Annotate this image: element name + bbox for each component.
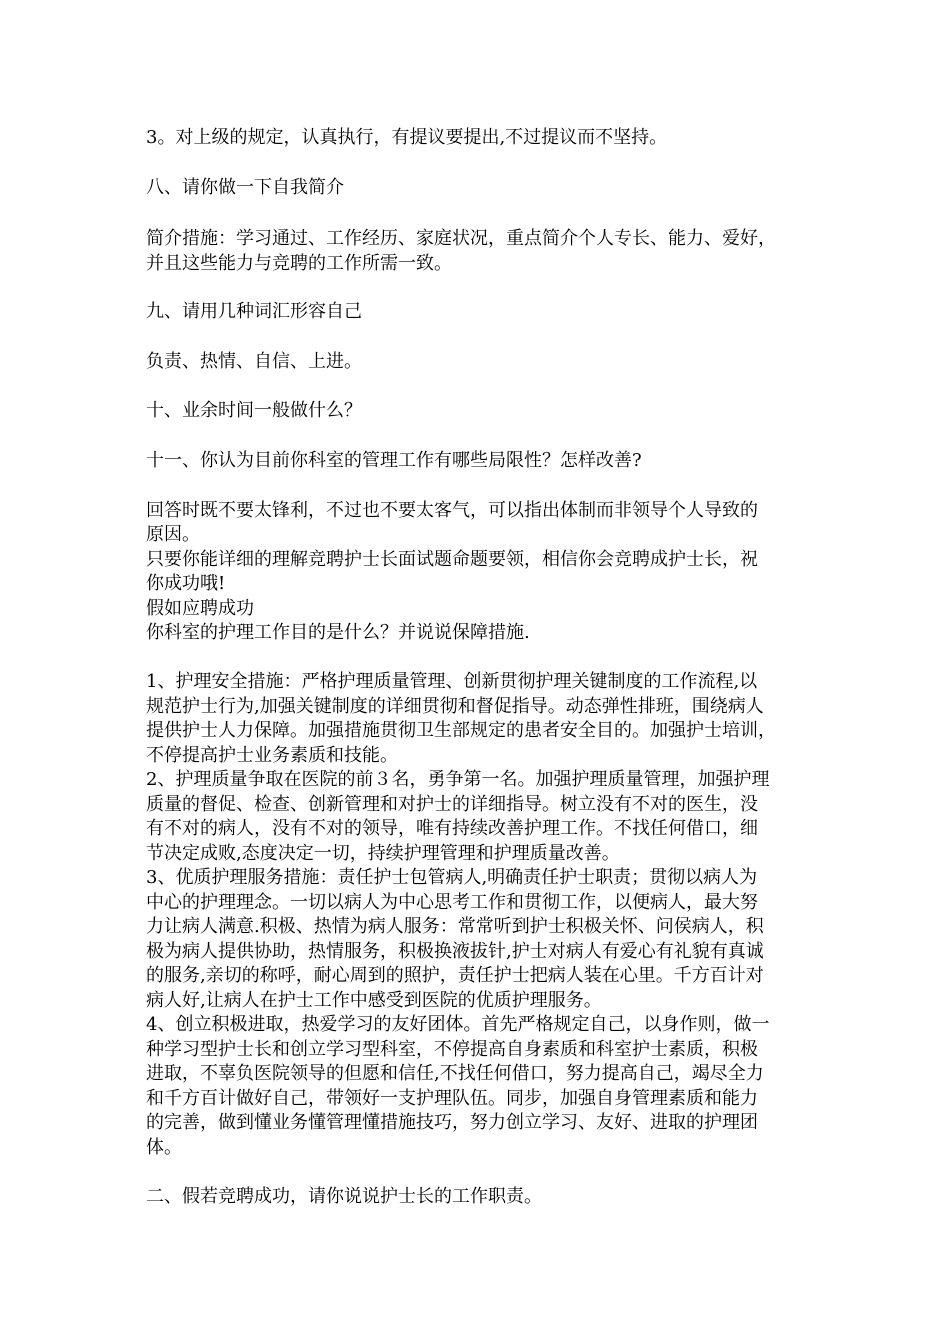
section-heading: 二、假若竞聘成功，请你说说护士长的工作职责。 (146, 1186, 542, 1207)
text-line: 回答时既不要太锋利，不过也不要太客气，可以指出体制而非领导个人导致的 (146, 500, 758, 521)
text-line: 4、创立积极进取，热爱学习的友好团体。首先严格规定自己，以身作则，做一 (146, 1014, 770, 1035)
section-heading: 十一、你认为目前你科室的管理工作有哪些局限性？怎样改善? (146, 450, 642, 471)
section-heading: 八、请你做一下自我简介 (146, 177, 344, 198)
text-line: 只要你能详细的理解竞聘护士长面试题命题要领，相信你会竞聘成护士长，祝 (146, 549, 758, 570)
text-line: 负责、热情、自信、上进。 (146, 351, 362, 372)
text-line: 质量的督促、检查、创新管理和对护士的详细指导。树立没有不对的医生，没 (146, 794, 758, 815)
text-line: 原因。 (146, 524, 200, 545)
text-line: 中心的护理理念。一切以病人为中心思考工作和贯彻工作，以便病人，最大努 (146, 892, 758, 913)
text-line: 节决定成败,态度决定一切，持续护理管理和护理质量改善。 (146, 843, 620, 864)
text-line: 你科室的护理工作目的是什么？并说说保障措施. (146, 622, 530, 643)
text-line: 简介措施：学习通过、工作经历、家庭状况，重点简介个人专长、能力、爱好， (146, 228, 776, 249)
text-line: 的服务,亲切的称呼，耐心周到的照护，责任护士把病人装在心里。千方百计对 (146, 965, 764, 986)
text-line: 并且这些能力与竞聘的工作所需一致。 (146, 253, 452, 274)
text-line: 不停提高护士业务素质和技能。 (146, 745, 398, 766)
text-line: 种学习型护士长和创立学习型科室，不停提高自身素质和科室护士素质，积极 (146, 1039, 758, 1060)
text-line: 病人好,让病人在护士工作中感受到医院的优质护理服务。 (146, 990, 602, 1011)
text-line: 力让病人满意.积极、热情为病人服务：常常听到护士积极关怀、问侯病人，积 (146, 916, 764, 937)
text-line: 和千方百计做好自己，带领好一支护理队伍。同步，加强自身管理素质和能力 (146, 1088, 758, 1109)
text-line: 3、优质护理服务措施：责任护士包管病人,明确责任护士职责；贯彻以病人为 (146, 867, 758, 888)
text-line: 规范护士行为,加强关键制度的详细贯彻和督促指导。动态弹性排班，围绕病人 (146, 696, 764, 717)
text-line: 进取，不辜负医院领导的但愿和信任,不找任何借口，努力提高自己，竭尽全力 (146, 1063, 764, 1084)
text-line: 1、护理安全措施：严格护理质量管理、创新贯彻护理关键制度的工作流程,以 (146, 671, 758, 692)
text-line: 你成功哦! (146, 573, 226, 594)
text-line: 2、护理质量争取在医院的前３名，勇争第一名。加强护理质量管理，加强护理 (146, 769, 770, 790)
section-heading: 十、业余时间一般做什么？ (146, 400, 362, 421)
text-line: 体。 (146, 1137, 182, 1158)
text-line: 的完善，做到懂业务懂管理懂措施技巧，努力创立学习、友好、进取的护理团 (146, 1112, 758, 1133)
text-line: 有不对的病人，没有不对的领导，唯有持续改善护理工作。不找任何借口，细 (146, 818, 758, 839)
text-line: 提供护士人力保障。加强措施贯彻卫生部规定的患者安全目的。加强护士培训， (146, 720, 776, 741)
text-line: 3。对上级的规定，认真执行，有提议要提出,不过提议而不坚持。 (146, 127, 668, 148)
text-line: 极为病人提供协助，热情服务，积极换液拔针,护士对病人有爱心有礼貌有真诚 (146, 941, 764, 962)
section-heading: 九、请用几种词汇形容自己 (146, 301, 362, 322)
text-line: 假如应聘成功 (146, 598, 254, 619)
